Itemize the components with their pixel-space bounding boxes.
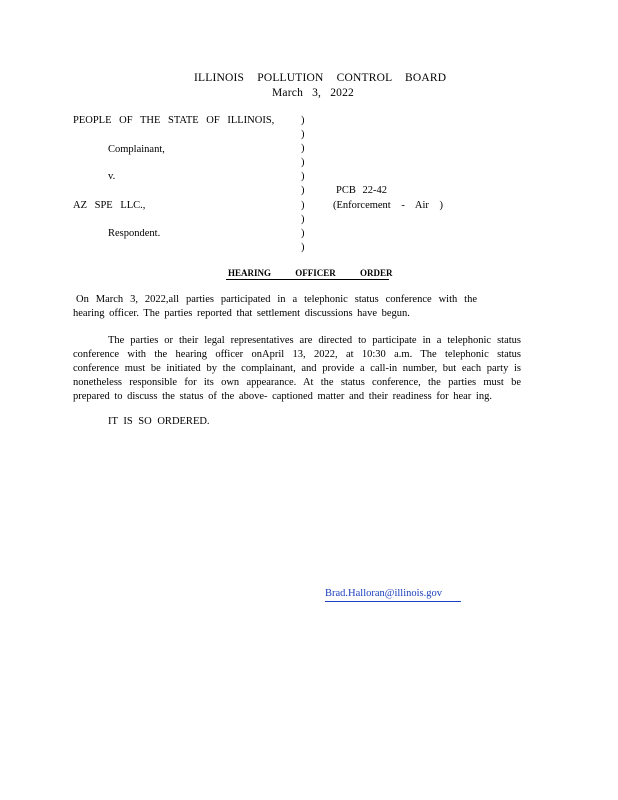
- so-ordered: IT IS SO ORDERED.: [108, 416, 210, 427]
- email-underline: [325, 601, 461, 602]
- defendant-name: AZ SPE LLC.,: [73, 200, 146, 211]
- plaintiff-role: Complainant,: [108, 144, 165, 155]
- signature-email-link[interactable]: Brad.Halloran@illinois.gov: [325, 588, 442, 599]
- caption-parens: ) ) ) ) ) ) ) ) ) ): [301, 115, 305, 253]
- order-date: March 3, 2022: [272, 87, 354, 99]
- case-type: (Enforcement - Air ): [333, 200, 444, 211]
- paragraph-status: On March 3, 2022,all parties participated in a telephonic status conference with the hearing officer. The parties reported that settlement discussions have begun.: [73, 294, 477, 319]
- order-title: HEARING OFFICER ORDER: [228, 268, 393, 278]
- plaintiff-name: PEOPLE OF THE STATE OF ILLINOIS,: [73, 115, 275, 126]
- defendant-role: Respondent.: [108, 228, 161, 239]
- order-title-underline: [226, 279, 389, 280]
- agency-name: ILLINOIS POLLUTION CONTROL BOARD: [194, 72, 447, 84]
- versus-label: v.: [108, 171, 116, 182]
- case-number: PCB 22-42: [336, 185, 387, 196]
- paragraph-directive: The parties or their legal representatives are directed to participate in a telephonic status conference with the hearing officer onApril 13, 2022, at 10:30 a.m. The telephonic status conference must be initiated by the complainant, and provide a call-in number, but each party is nonetheless responsible for its own appearance. At the status conference, the parties must be prepared to discuss the status of the above- captioned matter and their readiness for hear ing.: [73, 335, 521, 402]
